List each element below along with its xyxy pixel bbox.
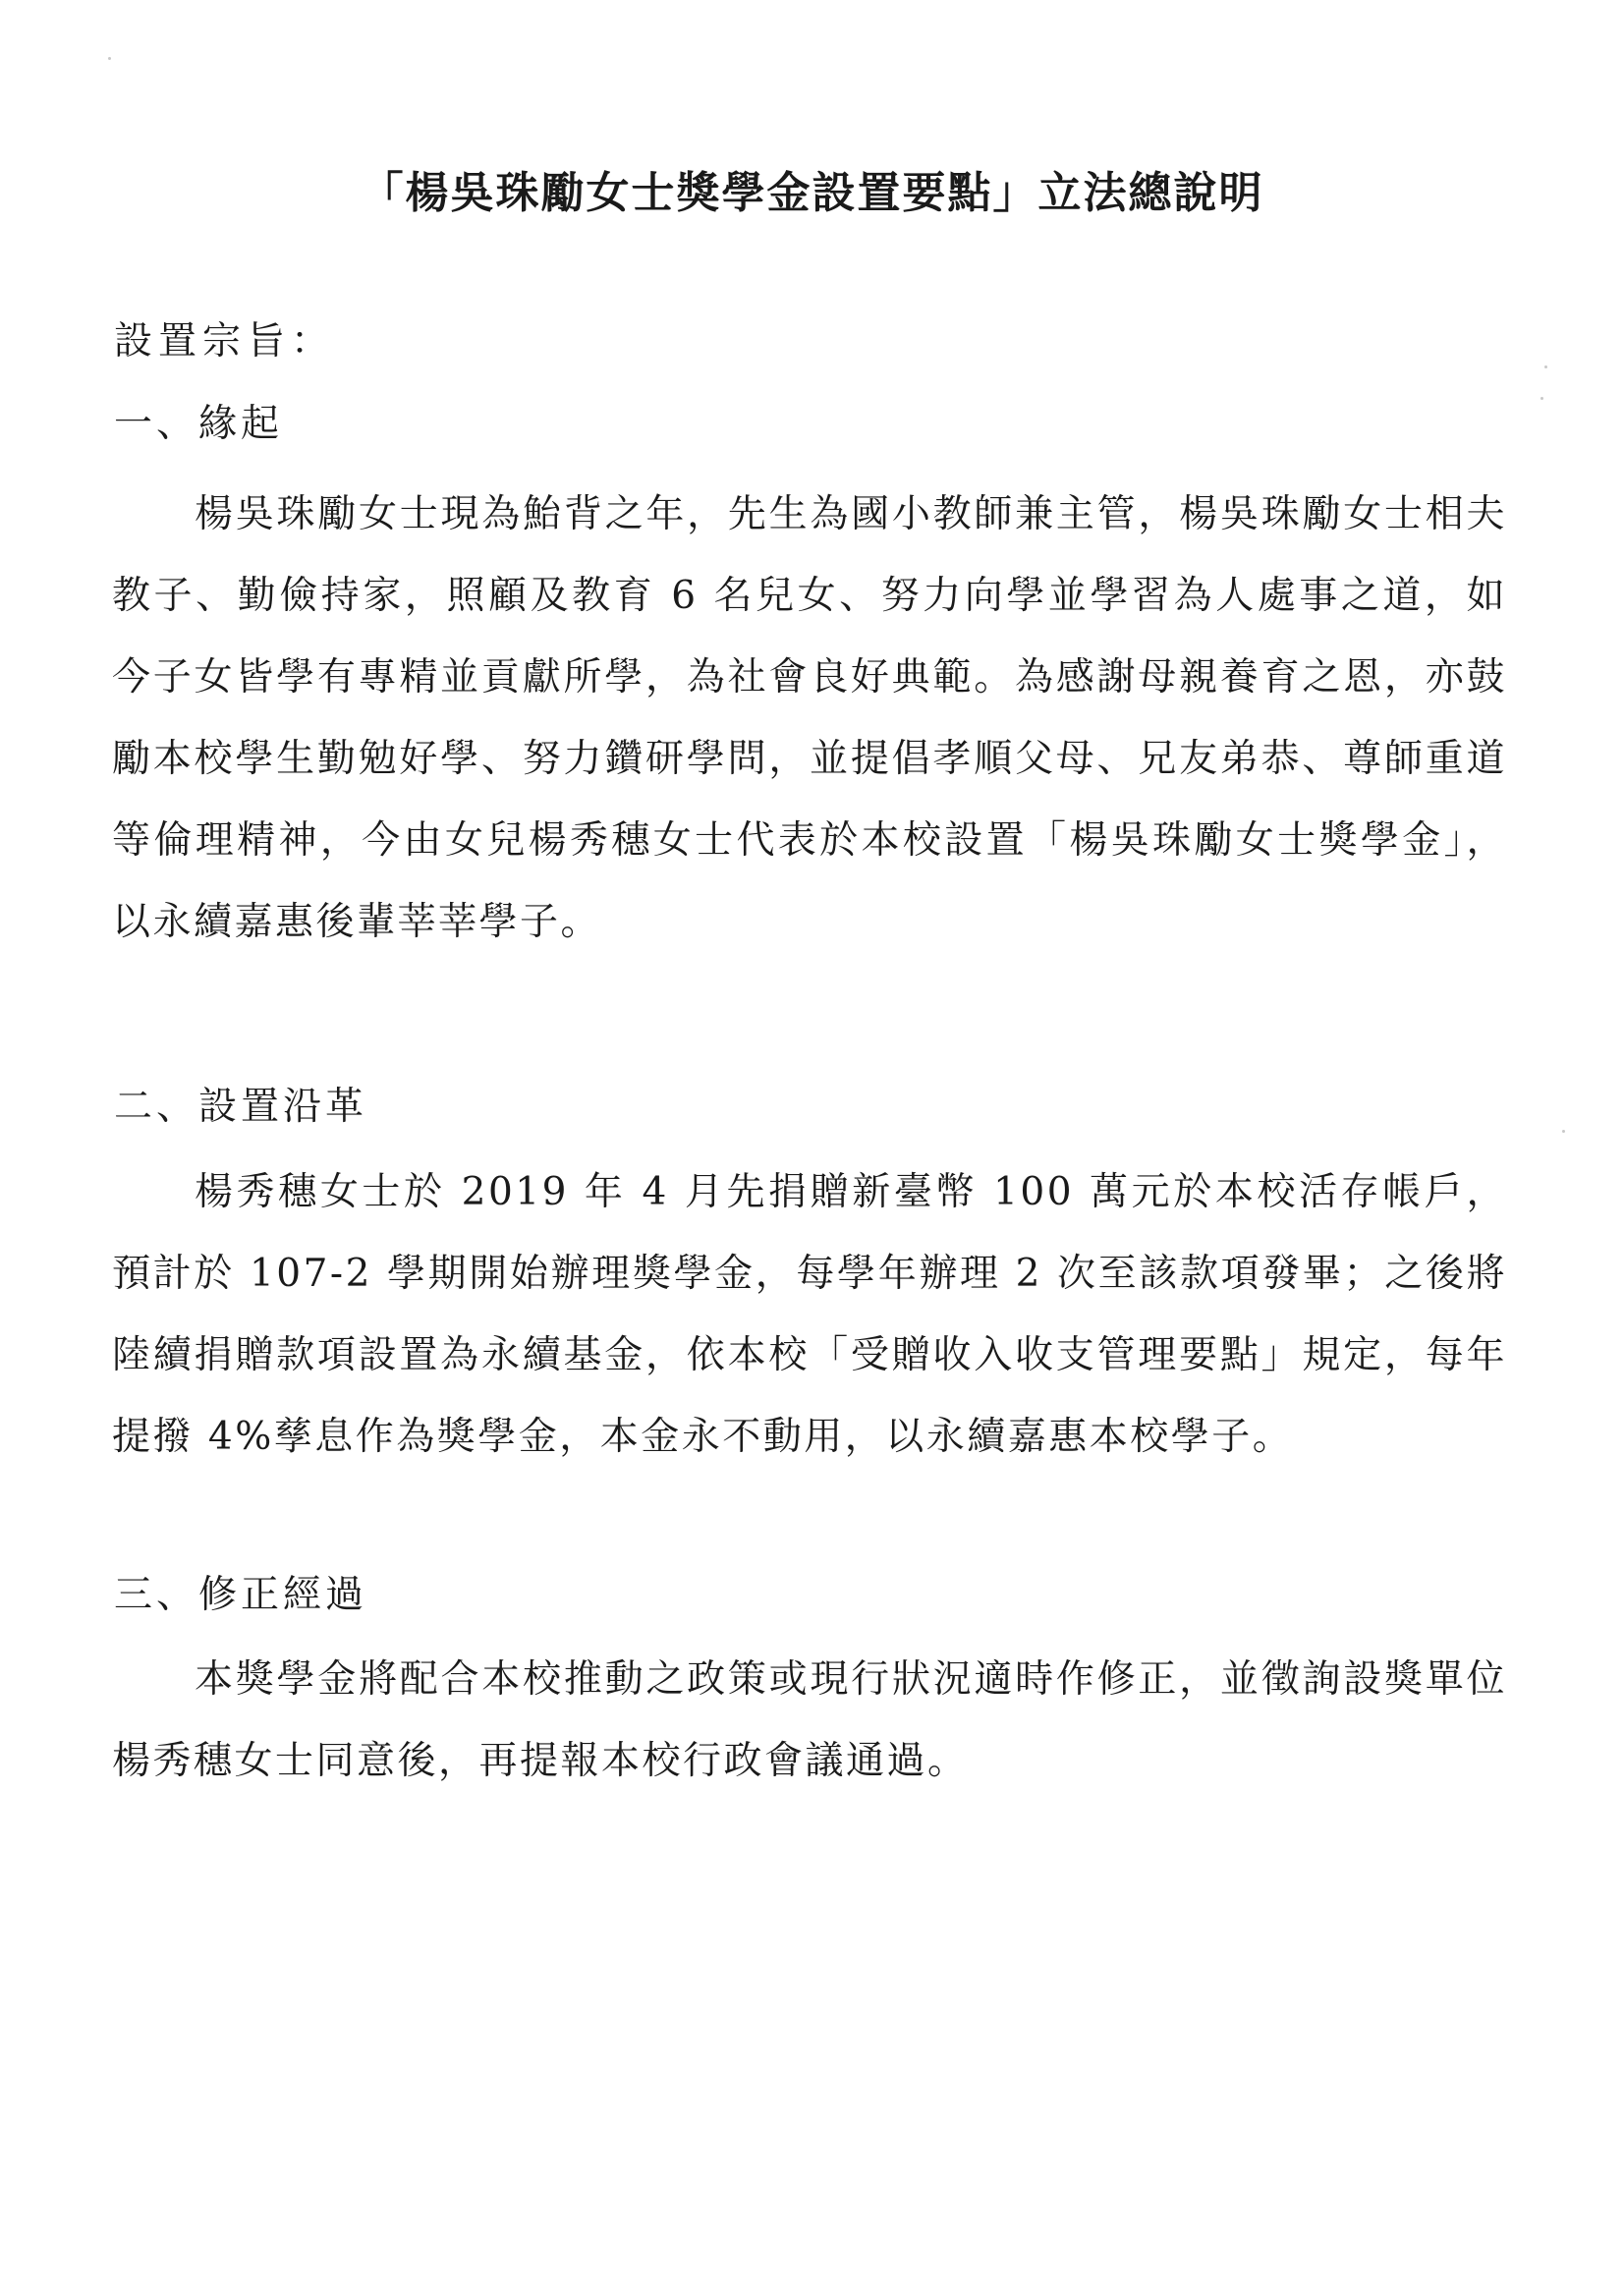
scan-speck: [1544, 365, 1547, 368]
scan-speck: [1562, 1130, 1565, 1133]
document-title: 「楊吳珠勵女士獎學金設置要點」立法總說明: [360, 168, 1264, 218]
purpose-label: 設置宗旨：: [114, 319, 336, 364]
section-heading-history: 二、設置沿革: [114, 1085, 368, 1129]
scan-speck: [108, 57, 111, 60]
section-body-amendment: 本獎學金將配合本校推動之政策或現行狀況適時作修正，並徵詢設獎單位楊秀穗女士同意後，再提報本校行政會議通過。: [112, 1657, 1507, 1783]
section-heading-origin: 一、緣起: [114, 402, 284, 446]
section-body-origin: 楊吳珠勵女士現為鮐背之年，先生為國小教師兼主管，楊吳珠勵女士相夫教子、勤儉持家，照顧及教育 6 名兒女、努力向學並學習為人處事之道，如今子女皆學有專精並貢獻所學，為社會良好典範。為感謝母親養育之恩，亦鼓勵本校學生勤勉好學、努力鑽研學問，並提倡孝順父母、兄友弟恭、尊師重道等倫理精神，今由女兒楊秀穗女士代表於本校設置「楊吳珠勵女士獎學金」，以永續嘉惠後輩莘莘學子。: [112, 492, 1507, 944]
scan-speck: [1540, 397, 1543, 400]
section-heading-amendment: 三、修正經過: [114, 1573, 368, 1617]
section-body-history: 楊秀穗女士於 2019 年 4 月先捐贈新臺幣 100 萬元於本校活存帳戶，預計於 107-2 學期開始辦理獎學金，每學年辦理 2 次至該款項發畢；之後將陸續捐贈款項設置為永續基金，依本校「受贈收入收支管理要點」規定，每年提撥 4%孳息作為獎學金，本金永不動用，以永續嘉惠本校學子。: [112, 1170, 1507, 1459]
